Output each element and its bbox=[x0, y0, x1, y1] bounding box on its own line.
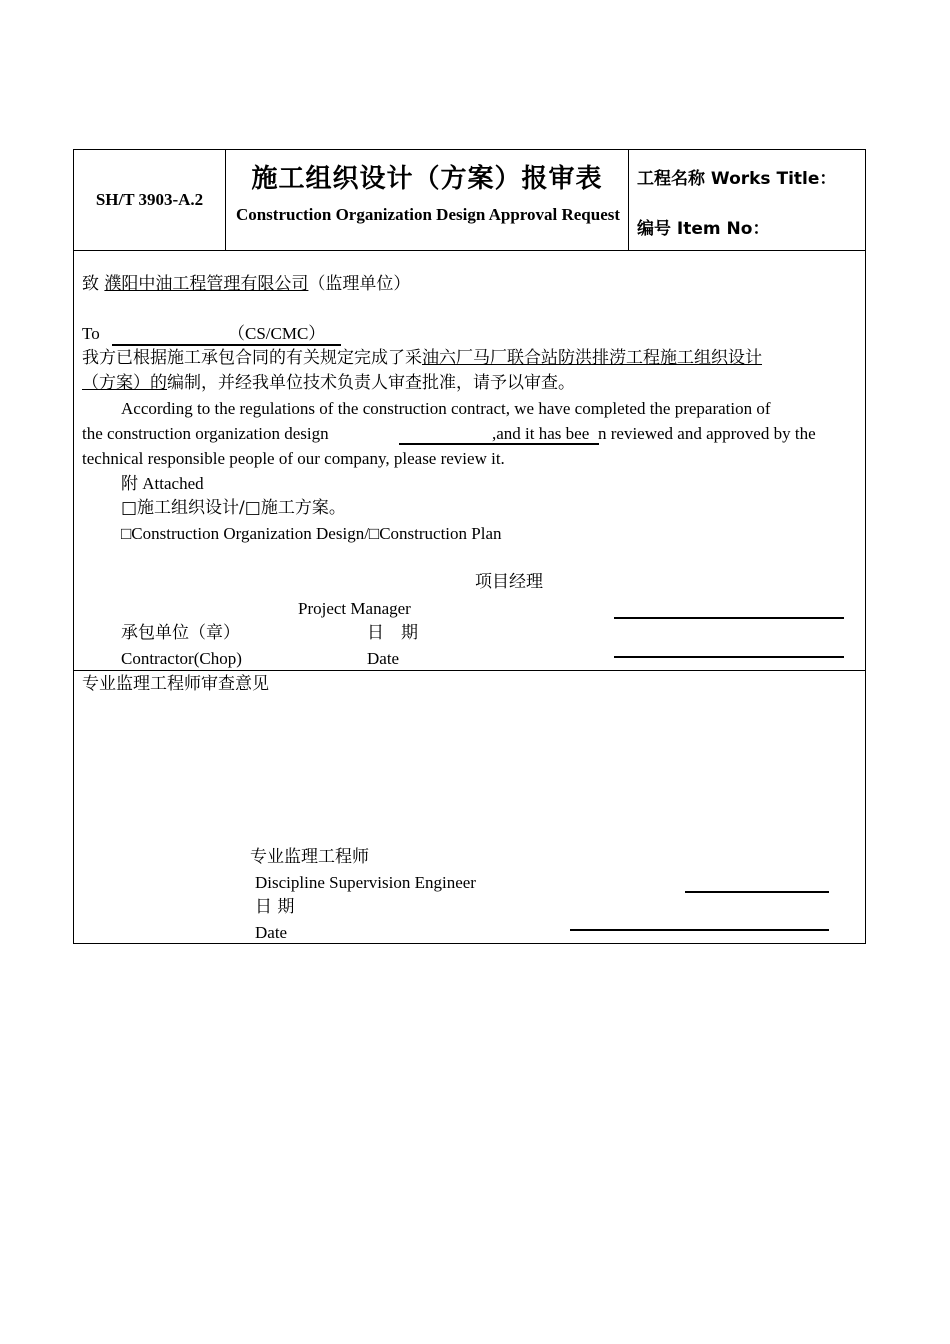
project-name: 油六厂马厂联合站防洪排涝工程施工组织设计 bbox=[422, 348, 762, 368]
paragraph-cn-line1 bbox=[82, 346, 762, 371]
review-date-cn: 日 期 bbox=[255, 897, 295, 917]
project-manager-signature-line bbox=[614, 617, 844, 619]
date-cn: 日 期 bbox=[367, 623, 418, 643]
addressee-en-prefix: To bbox=[82, 324, 100, 343]
paragraph-en-line3: technical responsible people of our company, please review it. bbox=[82, 449, 505, 468]
item-no-label: 编号 Item No： bbox=[637, 219, 770, 239]
section-divider bbox=[74, 670, 865, 671]
title-english: Construction Organization Design Approval Request bbox=[235, 205, 621, 224]
paragraph-en-line1: According to the regulations of the construction contract, we have completed the preparation of bbox=[121, 399, 771, 418]
form-header bbox=[74, 150, 865, 251]
header-divider bbox=[628, 150, 629, 250]
title-chinese: 施工组织设计（方案）报审表 bbox=[251, 164, 603, 194]
contractor-en: Contractor(Chop) bbox=[121, 649, 242, 668]
addressee-suffix: （监理单位） bbox=[308, 274, 411, 294]
paragraph-en-line2b: ,and it has bee bbox=[492, 424, 590, 443]
project-manager-cn: 项目经理 bbox=[475, 572, 543, 592]
review-date-en: Date bbox=[255, 923, 288, 942]
engineer-signature-line bbox=[685, 891, 829, 893]
supervisor-company: 濮阳中油工程管理有限公司 bbox=[104, 274, 309, 294]
attached-label: 附 Attached bbox=[121, 474, 204, 493]
paragraph-en-line2c: n reviewed and approved by the bbox=[598, 424, 816, 443]
works-title-label: 工程名称 Works Title： bbox=[637, 169, 837, 189]
addressee-cn bbox=[82, 272, 410, 297]
contractor-cn: 承包单位（章） bbox=[121, 623, 240, 643]
approval-form bbox=[73, 149, 866, 944]
review-date-line bbox=[570, 929, 829, 931]
attached-options-en: □Construction Organization Design/□Construction Plan bbox=[121, 524, 502, 543]
date-en: Date bbox=[367, 649, 400, 668]
paragraph-cn-line2 bbox=[82, 371, 575, 396]
project-manager-en: Project Manager bbox=[298, 599, 411, 618]
attached-options-cn: □施工组织设计/□施工方案。 bbox=[121, 498, 346, 518]
project-name-cont: （方案）的 bbox=[82, 373, 167, 393]
engineer-en: Discipline Supervision Engineer bbox=[255, 873, 476, 892]
date-signature-line bbox=[614, 656, 844, 658]
paragraph-en-line2a: the construction organization design bbox=[82, 424, 329, 443]
review-heading: 专业监理工程师审查意见 bbox=[82, 674, 269, 694]
engineer-cn: 专业监理工程师 bbox=[250, 847, 369, 867]
form-code: SH/T 3903-A.2 bbox=[95, 190, 204, 209]
addressee-en-suffix: （CS/CMC） bbox=[228, 324, 326, 343]
paragraph-cn-text: 我方已根据施工承包合同的有关规定完成了采 bbox=[82, 348, 422, 368]
paragraph-cn-text: 编制，并经我单位技术负责人审查批准，请予以审查。 bbox=[167, 373, 575, 393]
addressee-prefix: 致 bbox=[82, 274, 105, 294]
